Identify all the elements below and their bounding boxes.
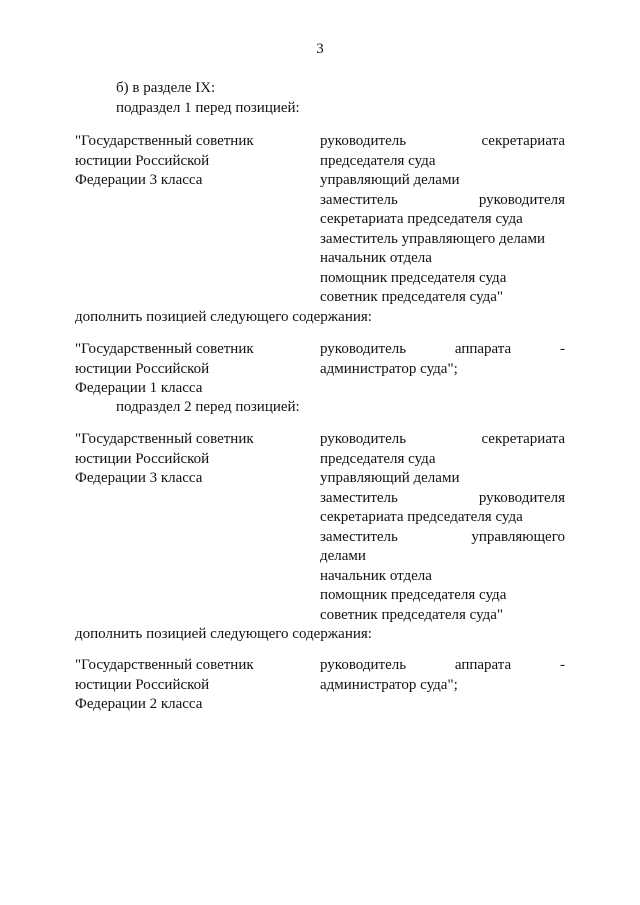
word: руководитель <box>320 431 407 447</box>
block1-right-line: помощник председателя суда <box>320 269 507 286</box>
block1-left-line: "Государственный советник <box>75 133 254 149</box>
block3-right-line: председателя суда <box>320 450 436 467</box>
block1-right-line: председателя суда <box>320 152 436 169</box>
word: руководитель <box>320 657 407 673</box>
block4-left <box>75 656 305 715</box>
word: руководитель <box>320 341 407 357</box>
block2-left-line: Федерации 1 класса <box>75 380 203 396</box>
page-number: 3 <box>316 41 324 57</box>
block3-right-line <box>320 528 565 548</box>
block4-left-line: юстиции Российской <box>75 676 210 693</box>
block3-right-line: управляющий делами <box>320 470 460 486</box>
block3-right-line: начальник отдела <box>320 567 432 584</box>
block1-right-line <box>320 132 565 152</box>
block1-right-line: секретариата председателя суда <box>320 211 523 227</box>
block1-left-line: юстиции Российской <box>75 152 210 169</box>
block3-right-line: советник председателя суда" <box>320 606 504 623</box>
block3-right-line: помощник председателя суда <box>320 587 507 603</box>
word: аппарата <box>454 657 512 673</box>
word: руководителя <box>478 489 565 506</box>
block3-right <box>320 430 565 625</box>
block3-right-line: секретариата председателя суда <box>320 509 523 525</box>
block4-right-line <box>320 656 565 676</box>
word: аппарата <box>454 341 512 357</box>
block1-right-line <box>320 191 565 211</box>
block3-left-line: Федерации 3 класса <box>75 470 203 486</box>
supplement-line-2: дополнить позицией следующего содержания: <box>75 626 372 642</box>
supplement-line-1: дополнить позицией следующего содержания: <box>75 309 372 325</box>
block3-left-line: юстиции Российской <box>75 450 210 467</box>
block2-left-line: юстиции Российской <box>75 360 210 377</box>
block3-right-line <box>320 489 565 509</box>
word: руководителя <box>478 191 565 208</box>
block4-right-line: администратор суда"; <box>320 676 458 693</box>
dash: - <box>559 657 565 673</box>
block3-right-line <box>320 430 565 450</box>
block1-right-line: управляющий делами <box>320 172 460 188</box>
block4-left-line: "Государственный советник <box>75 657 254 673</box>
block2-right-line: администратор суда"; <box>320 360 458 377</box>
block4-left-line: Федерации 2 класса <box>75 696 203 712</box>
word: секретариата <box>481 133 565 149</box>
word: управляющего <box>471 528 565 545</box>
block1-left <box>75 132 305 191</box>
word: заместитель <box>320 191 398 208</box>
block1-left-line: Федерации 3 класса <box>75 172 203 188</box>
block1-right-line: советник председателя суда" <box>320 289 504 305</box>
word: секретариата <box>481 431 565 447</box>
block2-left <box>75 340 305 399</box>
block2-right-line <box>320 340 565 360</box>
dash: - <box>559 341 565 357</box>
block1-right-line: начальник отдела <box>320 250 432 266</box>
word: заместитель <box>320 528 398 545</box>
block2-right <box>320 340 565 379</box>
block4-right <box>320 656 565 695</box>
intro-line-1: б) в разделе IX: <box>116 80 216 96</box>
block3-left <box>75 430 305 489</box>
block3-right-line: делами <box>320 548 366 564</box>
subsection-2-line: подраздел 2 перед позицией: <box>116 399 300 415</box>
block1-right <box>320 132 565 308</box>
block2-left-line: "Государственный советник <box>75 341 254 357</box>
word: заместитель <box>320 489 398 506</box>
word: руководитель <box>320 133 407 149</box>
block1-right-line: заместитель управляющего делами <box>320 230 545 247</box>
intro-line-2: подраздел 1 перед позицией: <box>116 100 300 116</box>
block3-left-line: "Государственный советник <box>75 431 254 447</box>
